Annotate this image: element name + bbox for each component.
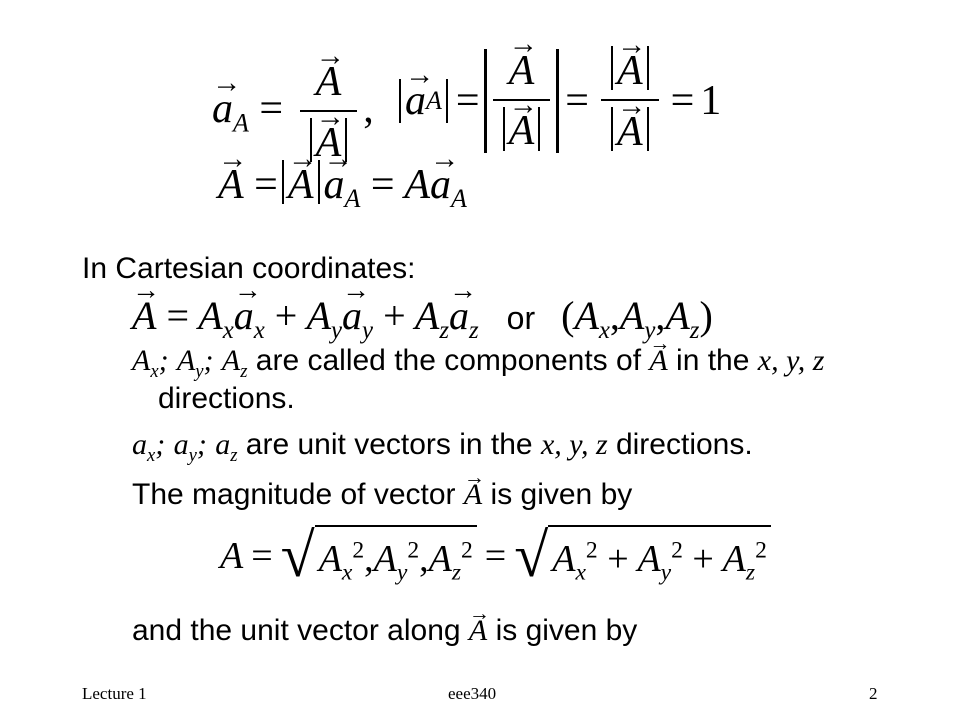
components-line-continuation: directions. bbox=[158, 382, 295, 415]
equation-unit-vector-definition: → $a_A$ = → A → A , bbox=[212, 58, 374, 167]
cartesian-heading: In Cartesian coordinates: bbox=[82, 252, 416, 285]
square-root: √ $A_x^2 + A_y^2 + A_z^2$ bbox=[514, 525, 771, 587]
equation-vector-decomposition: → $A =\to A\to a_A = A\to a_A$ bbox=[218, 160, 467, 209]
equation-magnitude: A = √ $A_x^2,A_y^2,A_z^2$ = √ $A_x^2 + A_y^2 + A_z^2$ bbox=[220, 520, 771, 592]
footer-course: eee340 bbox=[448, 684, 497, 703]
square-root: √ $A_x^2,A_y^2,A_z^2$ bbox=[281, 525, 477, 587]
unit-vectors-line: $a_x$; $a_y$; $a_z$ are unit vectors in the x, y, z directions. bbox=[132, 428, 753, 466]
footer-page-number: 2 bbox=[869, 684, 878, 703]
fraction: → A → A bbox=[300, 58, 358, 167]
equation-unit-vector-magnitude: → a A = → A → A = → A → A = 1 bbox=[395, 46, 721, 156]
fraction: → A → A bbox=[493, 47, 551, 156]
unit-vector-a: → a bbox=[212, 85, 233, 133]
components-line: $A_x$; $A_y$; $A_z$ are called the components of → A in the x, y, z bbox=[132, 344, 824, 378]
magnitude-line: The magnitude of vector → A is given by bbox=[132, 478, 632, 512]
equation-cartesian: → $A = A_x\to a_x + A_y\to a_y + A_z\to a_z$ or $(A_x,A_y,A_z)$ bbox=[132, 292, 713, 339]
unit-along-line: and the unit vector along → A is given by bbox=[132, 614, 637, 648]
fraction: → A → A bbox=[601, 46, 659, 156]
footer-lecture: Lecture 1 bbox=[82, 684, 147, 703]
